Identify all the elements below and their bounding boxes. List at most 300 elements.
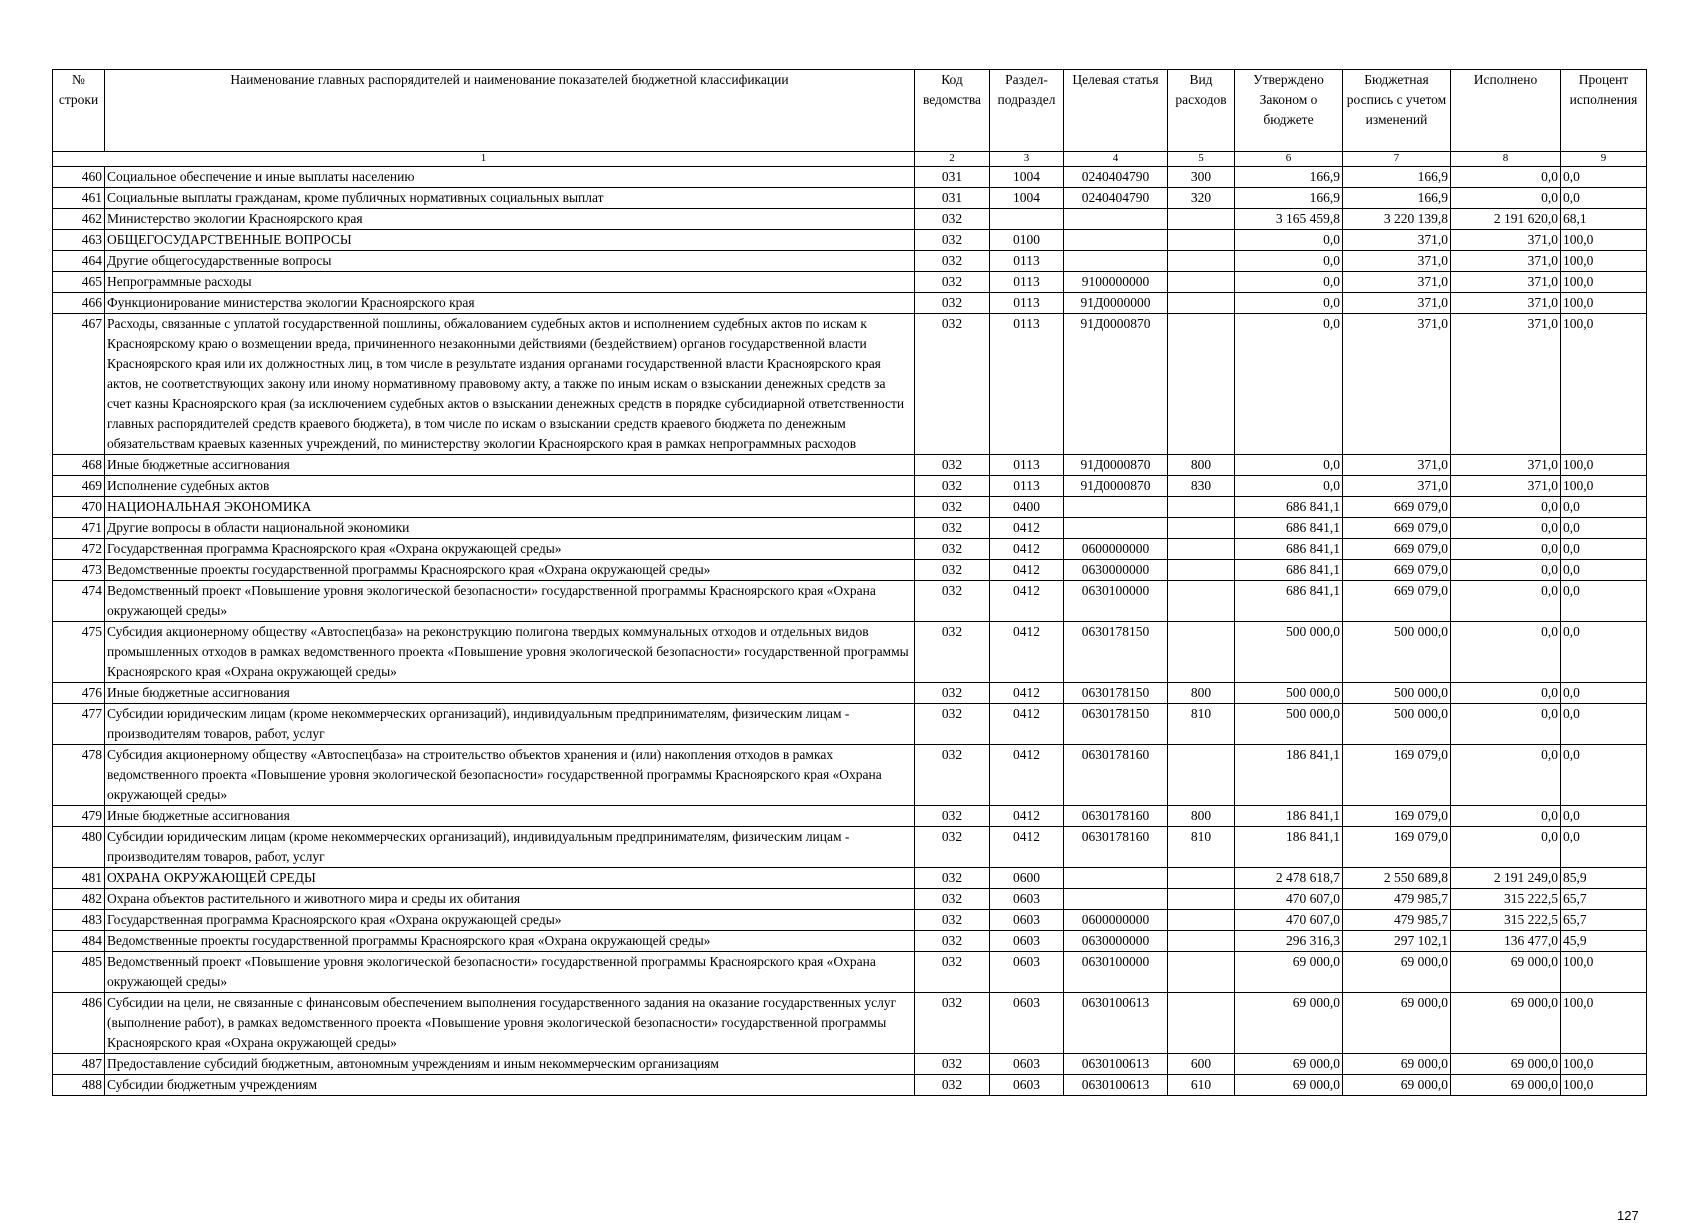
executed-cell: 0,0 (1451, 188, 1561, 209)
section-cell: 0603 (990, 1075, 1064, 1096)
expense-type-cell (1168, 622, 1235, 683)
table-body (53, 167, 1647, 1096)
percent-cell: 0,0 (1561, 806, 1647, 827)
row-name-cell: Другие вопросы в области национальной экономики (105, 518, 915, 539)
executed-cell: 371,0 (1451, 230, 1561, 251)
target-cell: 0630100613 (1064, 1075, 1168, 1096)
executed-cell: 0,0 (1451, 497, 1561, 518)
percent-cell: 68,1 (1561, 209, 1647, 230)
target-cell: 0600000000 (1064, 910, 1168, 931)
budget-list-cell: 3 220 139,8 (1343, 209, 1451, 230)
executed-cell: 0,0 (1451, 167, 1561, 188)
table-row (53, 910, 1647, 931)
row-number-cell: 469 (53, 476, 105, 497)
target-cell: 91Д0000870 (1064, 476, 1168, 497)
dept-code-cell: 032 (915, 622, 990, 683)
target-cell: 0630100000 (1064, 952, 1168, 993)
target-cell: 0240404790 (1064, 167, 1168, 188)
row-name-cell: Субсидия акционерному обществу «Автоспецбаза» на реконструкцию полигона твердых коммунальных отходов и отдельных видов промышленных отходов в рамках ведомственного проекта «Повышение уровня экологической безопасности» государственной программы Красноярского края «Охрана окружающей среды» (105, 622, 915, 683)
percent-cell: 100,0 (1561, 993, 1647, 1054)
row-name-cell: Непрограммные расходы (105, 272, 915, 293)
row-number-cell: 476 (53, 683, 105, 704)
table-row (53, 497, 1647, 518)
section-cell: 0603 (990, 993, 1064, 1054)
budget-list-cell: 371,0 (1343, 293, 1451, 314)
budget-list-cell: 669 079,0 (1343, 560, 1451, 581)
table-row (53, 272, 1647, 293)
executed-cell: 0,0 (1451, 806, 1561, 827)
percent-cell: 0,0 (1561, 188, 1647, 209)
budget-list-cell: 371,0 (1343, 314, 1451, 455)
budget-list-cell: 371,0 (1343, 230, 1451, 251)
approved-cell: 0,0 (1235, 230, 1343, 251)
section-cell: 0113 (990, 476, 1064, 497)
budget-list-cell: 479 985,7 (1343, 910, 1451, 931)
table-row (53, 230, 1647, 251)
budget-list-cell: 169 079,0 (1343, 745, 1451, 806)
expense-type-cell (1168, 560, 1235, 581)
expense-type-cell (1168, 910, 1235, 931)
row-number-cell: 480 (53, 827, 105, 868)
row-number-cell: 463 (53, 230, 105, 251)
expense-type-cell (1168, 272, 1235, 293)
section-cell: 0412 (990, 560, 1064, 581)
percent-cell: 100,0 (1561, 455, 1647, 476)
row-name-cell: Социальные выплаты гражданам, кроме публичных нормативных социальных выплат (105, 188, 915, 209)
target-cell: 0630178150 (1064, 622, 1168, 683)
row-name-cell: Иные бюджетные ассигнования (105, 806, 915, 827)
executed-cell: 69 000,0 (1451, 993, 1561, 1054)
expense-type-cell: 800 (1168, 683, 1235, 704)
table-row (53, 476, 1647, 497)
row-number-cell: 474 (53, 581, 105, 622)
row-name-cell: Субсидии бюджетным учреждениям (105, 1075, 915, 1096)
expense-type-cell: 800 (1168, 806, 1235, 827)
budget-list-cell: 669 079,0 (1343, 581, 1451, 622)
colnum-cell: 5 (1168, 152, 1235, 167)
target-cell: 91Д0000000 (1064, 293, 1168, 314)
table-row (53, 683, 1647, 704)
table-row (53, 868, 1647, 889)
table-row (53, 455, 1647, 476)
executed-cell: 2 191 620,0 (1451, 209, 1561, 230)
section-cell: 0412 (990, 745, 1064, 806)
budget-list-cell: 500 000,0 (1343, 622, 1451, 683)
dept-code-cell: 032 (915, 745, 990, 806)
expense-type-cell (1168, 230, 1235, 251)
approved-cell: 686 841,1 (1235, 560, 1343, 581)
section-cell: 0412 (990, 704, 1064, 745)
executed-cell: 0,0 (1451, 827, 1561, 868)
dept-code-cell: 032 (915, 209, 990, 230)
colnum-cell: 4 (1064, 152, 1168, 167)
table-row (53, 704, 1647, 745)
colnum-cell: 7 (1343, 152, 1451, 167)
expense-type-cell (1168, 251, 1235, 272)
executed-cell: 0,0 (1451, 683, 1561, 704)
table-row (53, 827, 1647, 868)
table-row (53, 293, 1647, 314)
expense-type-cell (1168, 889, 1235, 910)
percent-cell: 65,7 (1561, 910, 1647, 931)
expense-type-cell (1168, 993, 1235, 1054)
percent-cell: 100,0 (1561, 1054, 1647, 1075)
header-row-no: № строки (53, 70, 105, 152)
column-number-row (53, 152, 1647, 167)
colnum-cell: 1 (53, 152, 915, 167)
expense-type-cell (1168, 952, 1235, 993)
row-number-cell: 487 (53, 1054, 105, 1075)
table-row (53, 209, 1647, 230)
table-row (53, 622, 1647, 683)
executed-cell: 69 000,0 (1451, 1054, 1561, 1075)
row-number-cell: 479 (53, 806, 105, 827)
row-number-cell: 461 (53, 188, 105, 209)
row-name-cell: Государственная программа Красноярского края «Охрана окружающей среды» (105, 910, 915, 931)
approved-cell: 69 000,0 (1235, 1075, 1343, 1096)
percent-cell: 0,0 (1561, 622, 1647, 683)
approved-cell: 0,0 (1235, 293, 1343, 314)
executed-cell: 315 222,5 (1451, 889, 1561, 910)
approved-cell: 0,0 (1235, 251, 1343, 272)
header-section: Раздел-подраздел (990, 70, 1064, 152)
approved-cell: 470 607,0 (1235, 910, 1343, 931)
section-cell: 0412 (990, 806, 1064, 827)
table-row (53, 952, 1647, 993)
dept-code-cell: 032 (915, 952, 990, 993)
target-cell (1064, 518, 1168, 539)
colnum-cell: 2 (915, 152, 990, 167)
section-cell: 0113 (990, 455, 1064, 476)
budget-list-cell: 297 102,1 (1343, 931, 1451, 952)
approved-cell: 0,0 (1235, 272, 1343, 293)
table-row (53, 889, 1647, 910)
expense-type-cell: 300 (1168, 167, 1235, 188)
section-cell: 0603 (990, 952, 1064, 993)
approved-cell: 69 000,0 (1235, 952, 1343, 993)
row-number-cell: 471 (53, 518, 105, 539)
expense-type-cell: 610 (1168, 1075, 1235, 1096)
approved-cell: 186 841,1 (1235, 806, 1343, 827)
expense-type-cell (1168, 581, 1235, 622)
row-name-cell: Иные бюджетные ассигнования (105, 455, 915, 476)
expense-type-cell: 320 (1168, 188, 1235, 209)
dept-code-cell: 032 (915, 683, 990, 704)
percent-cell: 0,0 (1561, 518, 1647, 539)
target-cell (1064, 251, 1168, 272)
executed-cell: 371,0 (1451, 251, 1561, 272)
row-name-cell: Ведомственные проекты государственной программы Красноярского края «Охрана окружающей среды» (105, 560, 915, 581)
executed-cell: 0,0 (1451, 704, 1561, 745)
executed-cell: 371,0 (1451, 476, 1561, 497)
percent-cell: 0,0 (1561, 167, 1647, 188)
row-number-cell: 485 (53, 952, 105, 993)
section-cell: 0600 (990, 868, 1064, 889)
percent-cell: 100,0 (1561, 476, 1647, 497)
dept-code-cell: 032 (915, 931, 990, 952)
target-cell: 0240404790 (1064, 188, 1168, 209)
approved-cell: 500 000,0 (1235, 622, 1343, 683)
approved-cell: 686 841,1 (1235, 497, 1343, 518)
table-row (53, 188, 1647, 209)
expense-type-cell (1168, 209, 1235, 230)
row-number-cell: 477 (53, 704, 105, 745)
page-number: 127 (1617, 1208, 1639, 1223)
section-cell: 1004 (990, 167, 1064, 188)
table-row (53, 1075, 1647, 1096)
row-name-cell: Министерство экологии Красноярского края (105, 209, 915, 230)
expense-type-cell: 810 (1168, 704, 1235, 745)
row-number-cell: 481 (53, 868, 105, 889)
header-name: Наименование главных распорядителей и наименование показателей бюджетной классификации (105, 70, 915, 152)
table-row (53, 251, 1647, 272)
budget-list-cell: 166,9 (1343, 188, 1451, 209)
row-name-cell: Функционирование министерства экологии Красноярского края (105, 293, 915, 314)
executed-cell: 69 000,0 (1451, 952, 1561, 993)
expense-type-cell (1168, 868, 1235, 889)
row-name-cell: Государственная программа Красноярского края «Охрана окружающей среды» (105, 539, 915, 560)
table-row (53, 581, 1647, 622)
budget-list-cell: 371,0 (1343, 476, 1451, 497)
row-number-cell: 466 (53, 293, 105, 314)
approved-cell: 186 841,1 (1235, 827, 1343, 868)
table-row (53, 314, 1647, 455)
row-name-cell: Охрана объектов растительного и животного мира и среды их обитания (105, 889, 915, 910)
row-name-cell: Ведомственный проект «Повышение уровня экологической безопасности» государственной программы Красноярского края «Охрана окружающей среды» (105, 952, 915, 993)
executed-cell: 371,0 (1451, 293, 1561, 314)
row-name-cell: НАЦИОНАЛЬНАЯ ЭКОНОМИКА (105, 497, 915, 518)
colnum-cell: 8 (1451, 152, 1561, 167)
executed-cell: 0,0 (1451, 518, 1561, 539)
target-cell: 9100000000 (1064, 272, 1168, 293)
percent-cell: 100,0 (1561, 314, 1647, 455)
budget-list-cell: 371,0 (1343, 272, 1451, 293)
dept-code-cell: 032 (915, 868, 990, 889)
executed-cell: 0,0 (1451, 745, 1561, 806)
row-number-cell: 486 (53, 993, 105, 1054)
row-name-cell: Расходы, связанные с уплатой государственной пошлины, обжалованием судебных актов и исполнением судебных актов по искам к Красноярскому краю о возмещении вреда, причиненного незаконными действиями (бездействием) органов государственной власти Красноярского края или их должностных лиц, в том числе в результате издания органами государственной власти Красноярского края актов, не соответствующих закону или иному нормативному правовому акту, а также по иным искам о взыскании денежных средств за счет казны Красноярского края (за исключением судебных актов о взыскании денежных средств в порядке субсидиарной ответственности главных распорядителей средств краевого бюджета), в том числе по искам о взыскании средств краевого бюджета по денежным обязательствам краевых казенных учреждений, по министерству экологии Красноярского края в рамках непрограммных расходов (105, 314, 915, 455)
row-number-cell: 465 (53, 272, 105, 293)
percent-cell: 100,0 (1561, 1075, 1647, 1096)
row-number-cell: 472 (53, 539, 105, 560)
budget-list-cell: 69 000,0 (1343, 993, 1451, 1054)
dept-code-cell: 032 (915, 910, 990, 931)
target-cell: 91Д0000870 (1064, 314, 1168, 455)
target-cell (1064, 497, 1168, 518)
approved-cell: 3 165 459,8 (1235, 209, 1343, 230)
budget-list-cell: 669 079,0 (1343, 539, 1451, 560)
executed-cell: 0,0 (1451, 539, 1561, 560)
target-cell: 0630100613 (1064, 1054, 1168, 1075)
percent-cell: 0,0 (1561, 745, 1647, 806)
approved-cell: 186 841,1 (1235, 745, 1343, 806)
target-cell (1064, 868, 1168, 889)
header-budget-list: Бюджетная роспись с учетом изменений (1343, 70, 1451, 152)
section-cell: 0412 (990, 539, 1064, 560)
target-cell: 0630000000 (1064, 560, 1168, 581)
approved-cell: 0,0 (1235, 476, 1343, 497)
table-row (53, 745, 1647, 806)
section-cell: 0113 (990, 251, 1064, 272)
approved-cell: 69 000,0 (1235, 993, 1343, 1054)
table-row (53, 993, 1647, 1054)
dept-code-cell: 032 (915, 476, 990, 497)
row-number-cell: 470 (53, 497, 105, 518)
executed-cell: 136 477,0 (1451, 931, 1561, 952)
budget-list-cell: 2 550 689,8 (1343, 868, 1451, 889)
colnum-cell: 9 (1561, 152, 1647, 167)
dept-code-cell: 032 (915, 560, 990, 581)
executed-cell: 371,0 (1451, 272, 1561, 293)
dept-code-cell: 032 (915, 827, 990, 868)
section-cell: 0603 (990, 1054, 1064, 1075)
table-row (53, 806, 1647, 827)
header-executed: Исполнено (1451, 70, 1561, 152)
row-name-cell: Ведомственные проекты государственной программы Красноярского края «Охрана окружающей среды» (105, 931, 915, 952)
approved-cell: 500 000,0 (1235, 683, 1343, 704)
budget-list-cell: 500 000,0 (1343, 704, 1451, 745)
dept-code-cell: 032 (915, 1054, 990, 1075)
executed-cell: 0,0 (1451, 560, 1561, 581)
dept-code-cell: 032 (915, 581, 990, 622)
target-cell: 91Д0000870 (1064, 455, 1168, 476)
dept-code-cell: 032 (915, 704, 990, 745)
target-cell (1064, 209, 1168, 230)
section-cell: 0412 (990, 827, 1064, 868)
row-number-cell: 484 (53, 931, 105, 952)
dept-code-cell: 032 (915, 272, 990, 293)
budget-list-cell: 479 985,7 (1343, 889, 1451, 910)
percent-cell: 0,0 (1561, 560, 1647, 581)
percent-cell: 100,0 (1561, 230, 1647, 251)
budget-list-cell: 371,0 (1343, 455, 1451, 476)
approved-cell: 166,9 (1235, 188, 1343, 209)
dept-code-cell: 032 (915, 539, 990, 560)
percent-cell: 85,9 (1561, 868, 1647, 889)
budget-list-cell: 69 000,0 (1343, 952, 1451, 993)
percent-cell: 0,0 (1561, 497, 1647, 518)
colnum-cell: 3 (990, 152, 1064, 167)
table-row (53, 931, 1647, 952)
budget-list-cell: 69 000,0 (1343, 1054, 1451, 1075)
target-cell: 0630000000 (1064, 931, 1168, 952)
table-row (53, 539, 1647, 560)
percent-cell: 0,0 (1561, 683, 1647, 704)
header-expense-type: Вид расходов (1168, 70, 1235, 152)
budget-sheet (52, 69, 1647, 1223)
expense-type-cell: 600 (1168, 1054, 1235, 1075)
colnum-cell: 6 (1235, 152, 1343, 167)
dept-code-cell: 032 (915, 314, 990, 455)
row-number-cell: 478 (53, 745, 105, 806)
table-row (53, 1054, 1647, 1075)
approved-cell: 686 841,1 (1235, 539, 1343, 560)
executed-cell: 0,0 (1451, 581, 1561, 622)
row-number-cell: 464 (53, 251, 105, 272)
section-cell: 0113 (990, 272, 1064, 293)
section-cell: 0603 (990, 889, 1064, 910)
expense-type-cell (1168, 497, 1235, 518)
approved-cell: 686 841,1 (1235, 518, 1343, 539)
percent-cell: 100,0 (1561, 952, 1647, 993)
dept-code-cell: 032 (915, 251, 990, 272)
row-name-cell: Ведомственный проект «Повышение уровня экологической безопасности» государственной программы Красноярского края «Охрана окружающей среды» (105, 581, 915, 622)
budget-table (52, 69, 1647, 1096)
approved-cell: 470 607,0 (1235, 889, 1343, 910)
percent-cell: 0,0 (1561, 539, 1647, 560)
percent-cell: 45,9 (1561, 931, 1647, 952)
row-number-cell: 482 (53, 889, 105, 910)
dept-code-cell: 032 (915, 497, 990, 518)
percent-cell: 0,0 (1561, 704, 1647, 745)
row-name-cell: ОБЩЕГОСУДАРСТВЕННЫЕ ВОПРОСЫ (105, 230, 915, 251)
row-number-cell: 488 (53, 1075, 105, 1096)
expense-type-cell: 830 (1168, 476, 1235, 497)
dept-code-cell: 032 (915, 518, 990, 539)
row-name-cell: Исполнение судебных актов (105, 476, 915, 497)
section-cell: 0100 (990, 230, 1064, 251)
dept-code-cell: 032 (915, 806, 990, 827)
expense-type-cell (1168, 539, 1235, 560)
percent-cell: 0,0 (1561, 827, 1647, 868)
target-cell: 0630100613 (1064, 993, 1168, 1054)
executed-cell: 2 191 249,0 (1451, 868, 1561, 889)
table-header (53, 70, 1647, 167)
approved-cell: 500 000,0 (1235, 704, 1343, 745)
expense-type-cell (1168, 293, 1235, 314)
section-cell: 0113 (990, 293, 1064, 314)
approved-cell: 2 478 618,7 (1235, 868, 1343, 889)
row-number-cell: 462 (53, 209, 105, 230)
approved-cell: 296 316,3 (1235, 931, 1343, 952)
row-name-cell: Субсидии юридическим лицам (кроме некоммерческих организаций), индивидуальным предпринимателям, физическим лицам - производителям товаров, работ, услуг (105, 827, 915, 868)
approved-cell: 686 841,1 (1235, 581, 1343, 622)
row-number-cell: 467 (53, 314, 105, 455)
dept-code-cell: 031 (915, 167, 990, 188)
row-name-cell: Иные бюджетные ассигнования (105, 683, 915, 704)
expense-type-cell (1168, 931, 1235, 952)
dept-code-cell: 032 (915, 993, 990, 1054)
budget-list-cell: 166,9 (1343, 167, 1451, 188)
target-cell: 0630178160 (1064, 806, 1168, 827)
budget-list-cell: 169 079,0 (1343, 827, 1451, 868)
executed-cell: 371,0 (1451, 455, 1561, 476)
row-number-cell: 473 (53, 560, 105, 581)
dept-code-cell: 032 (915, 1075, 990, 1096)
row-name-cell: Социальное обеспечение и иные выплаты населению (105, 167, 915, 188)
percent-cell: 100,0 (1561, 272, 1647, 293)
target-cell (1064, 889, 1168, 910)
target-cell: 0630178150 (1064, 683, 1168, 704)
target-cell (1064, 230, 1168, 251)
target-cell: 0630178160 (1064, 827, 1168, 868)
section-cell: 0400 (990, 497, 1064, 518)
header-approved: Утверждено Законом о бюджете (1235, 70, 1343, 152)
budget-list-cell: 669 079,0 (1343, 518, 1451, 539)
dept-code-cell: 032 (915, 293, 990, 314)
percent-cell: 0,0 (1561, 581, 1647, 622)
target-cell: 0600000000 (1064, 539, 1168, 560)
dept-code-cell: 032 (915, 455, 990, 476)
header-target: Целевая статья (1064, 70, 1168, 152)
row-name-cell: ОХРАНА ОКРУЖАЮЩЕЙ СРЕДЫ (105, 868, 915, 889)
expense-type-cell (1168, 518, 1235, 539)
approved-cell: 0,0 (1235, 314, 1343, 455)
percent-cell: 100,0 (1561, 293, 1647, 314)
table-row (53, 518, 1647, 539)
approved-cell: 166,9 (1235, 167, 1343, 188)
expense-type-cell (1168, 745, 1235, 806)
